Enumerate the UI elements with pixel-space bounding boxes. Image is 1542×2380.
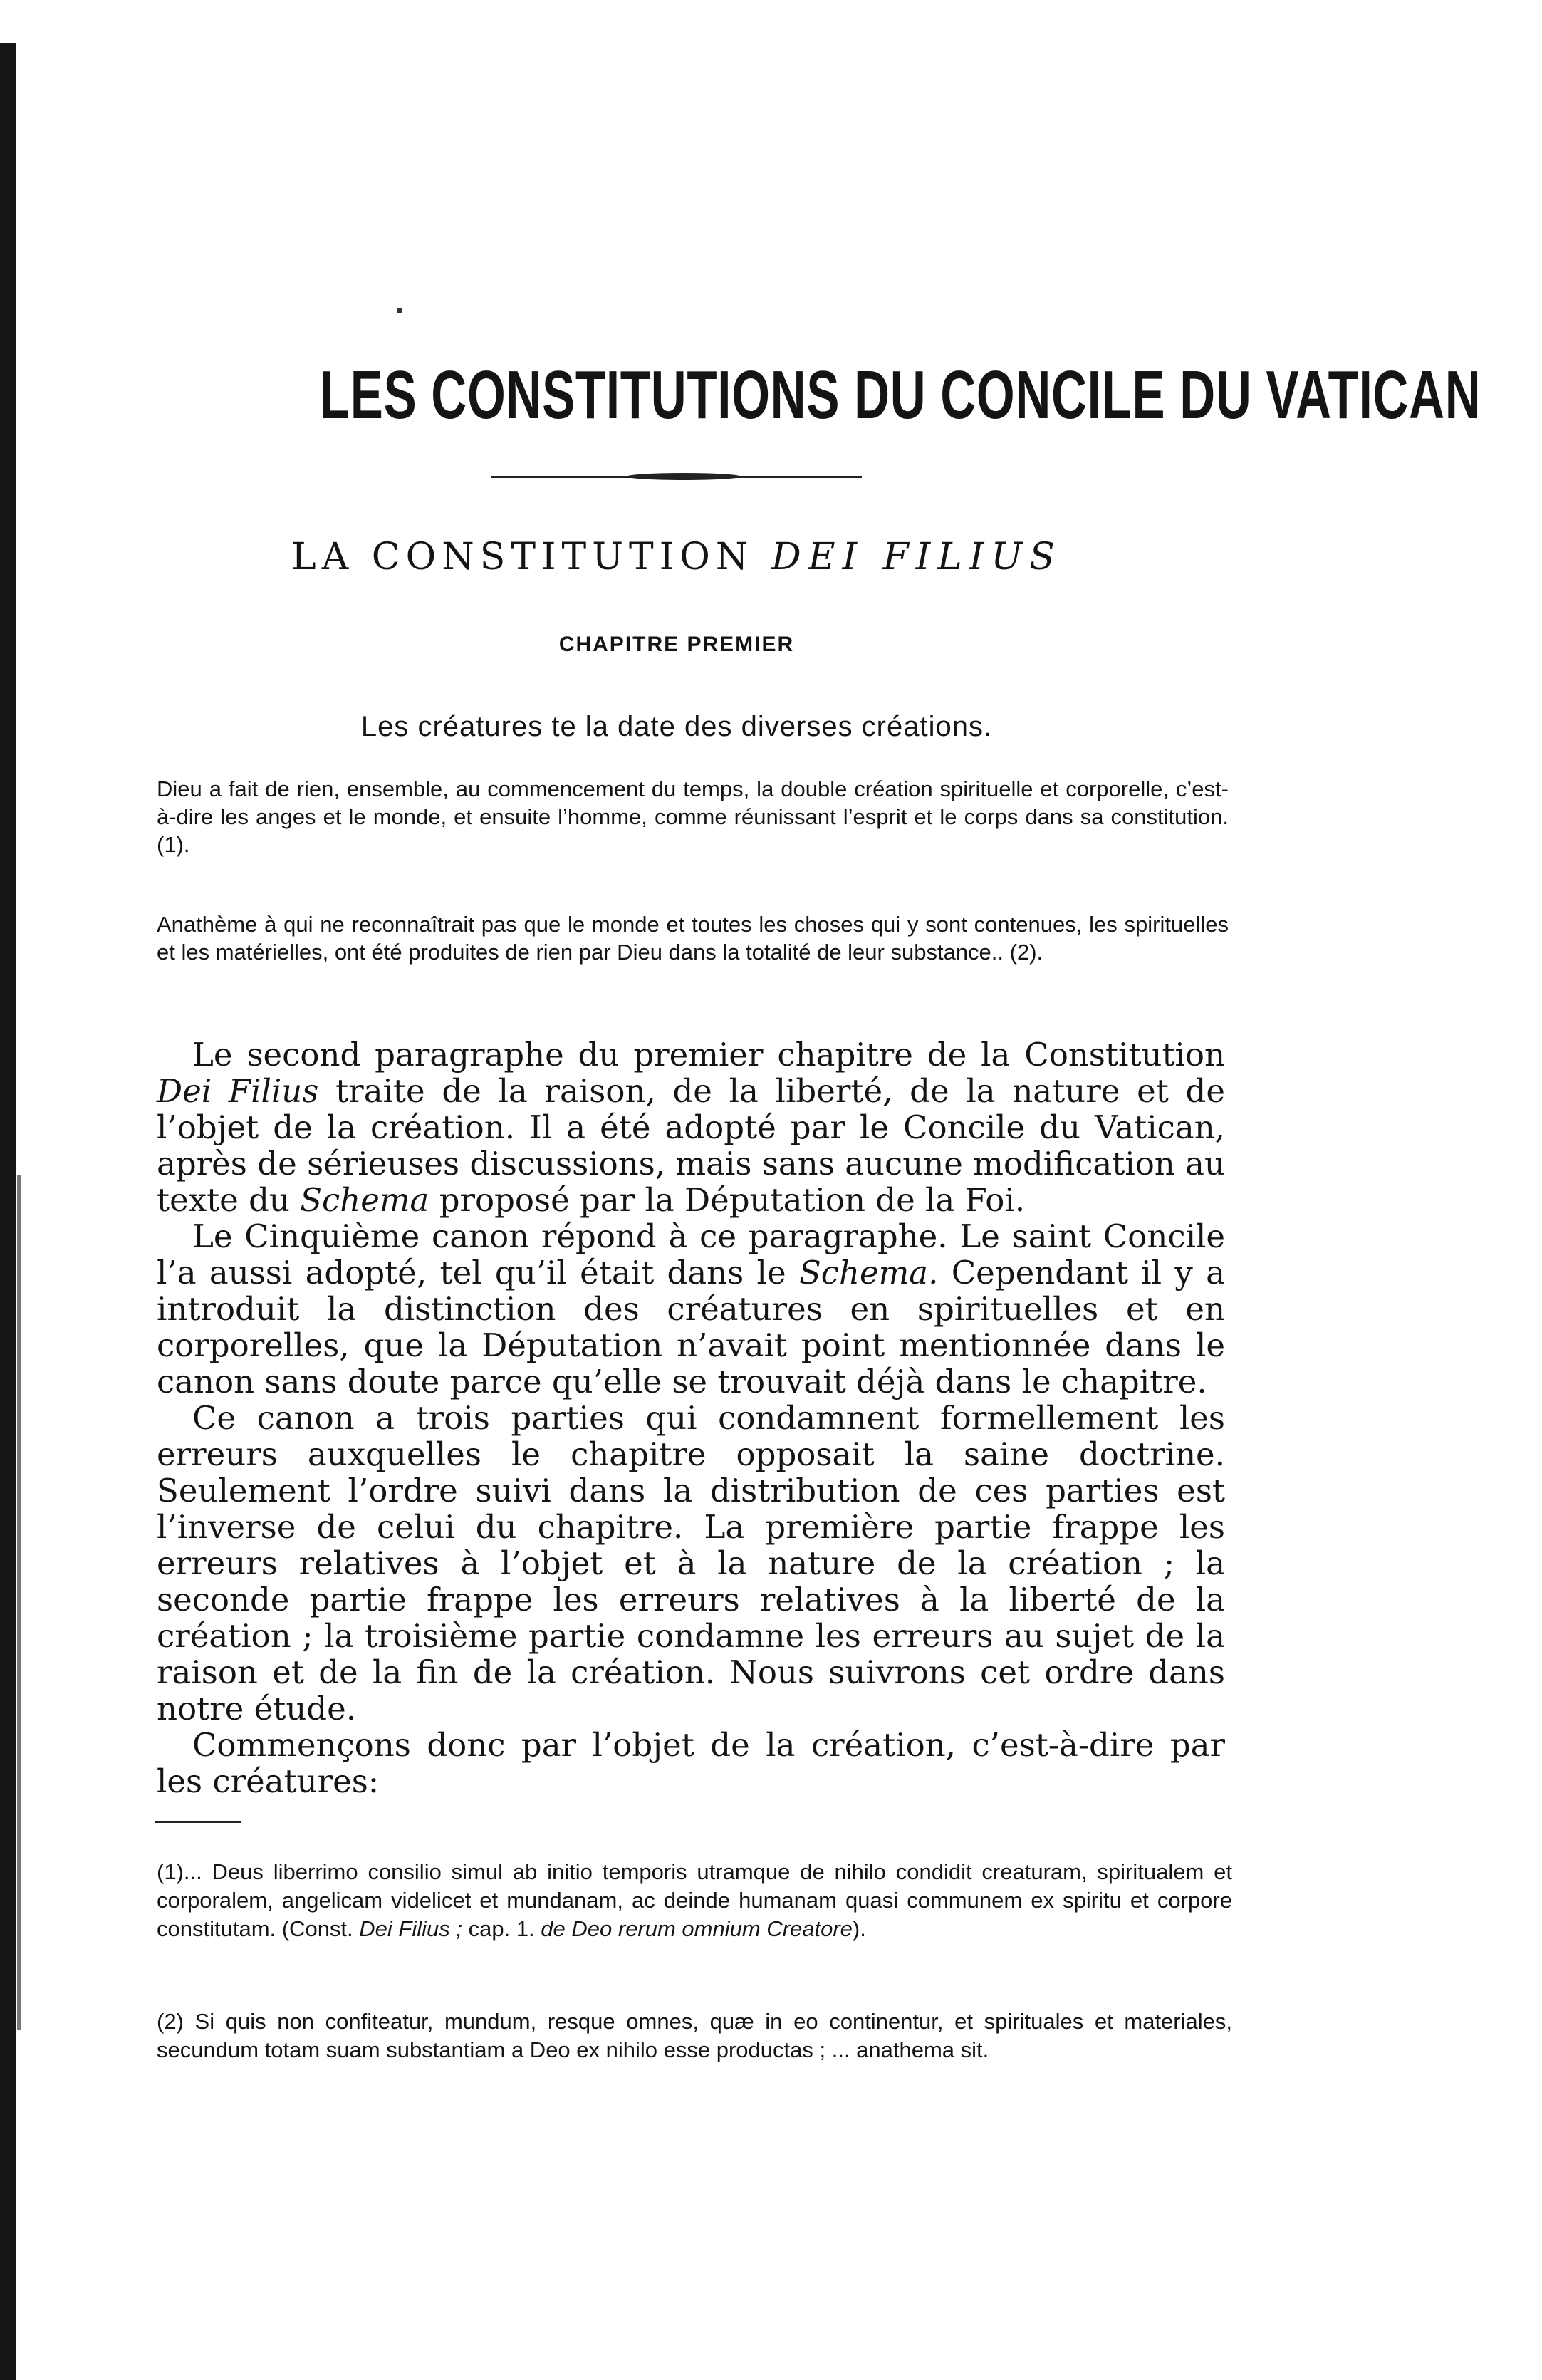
section-title (142, 536, 1211, 578)
text-run-italic: de Deo rerum omnium Creatore (541, 1916, 853, 1941)
speck (397, 308, 402, 313)
text-run: Le Cinquième canon répond à ce paragraphe. Le saint Concile l’a aussi adopté, tel qu’il était dans le (157, 1217, 1225, 1292)
body-paragraph (157, 1036, 1225, 1218)
page-title: LES CONSTITUTIONS DU CONCILE DU VATICAN (319, 357, 1481, 433)
text-run-italic: Schema. (798, 1254, 939, 1292)
chapter-subtitle: Les créatures te la date des diverses créations. (360, 711, 993, 742)
footnote-text: (2) Si quis non confiteatur, mundum, resque omnes, quæ in eo continentur, et spirituales et materiales, secundum totam suam substantiam a Deo ex nihilo esse productas ; ... anathema sit. (157, 2009, 1232, 2062)
footnote-1 (157, 1858, 1232, 1943)
section-title-italic: DEI FILIUS (771, 536, 1062, 578)
body-text (157, 1036, 1225, 1799)
footnote-2 (157, 2007, 1232, 2064)
chapter-heading: CHAPITRE PREMIER (558, 633, 795, 656)
text-run-italic: Dei Filius (157, 1072, 319, 1110)
body-paragraph (157, 1218, 1225, 1400)
body-paragraph: Commençons donc par l’objet de la création, c’est-à-dire par les créatures: (157, 1726, 1225, 1800)
text-run: Le second paragraphe du premier chapitre de la Constitution (192, 1036, 1225, 1074)
text-run: traite de la raison, de la liberté, de la nature et de l’objet de la création. Il a été adopté par le Concile du Vatican, après de sérieuses discussions, mais sans aucune modification au texte du (157, 1072, 1225, 1219)
canon-text-2 (157, 910, 1229, 966)
canon-paragraph: Anathème à qui ne reconnaîtrait pas que le monde et toutes les choses qui y sont contenues, les spirituelles et les matérielles, ont été produites de rien par Dieu dans la totalité de leur substance.. (2). (157, 912, 1229, 965)
text-run: ). (852, 1916, 866, 1941)
footnote-text (157, 1858, 1232, 1943)
text-run-italic: Dei Filius ; (359, 1916, 462, 1941)
text-run: proposé par la Députation de la Foi. (439, 1181, 1026, 1219)
text-run-italic: Schema (300, 1181, 429, 1219)
canon-text-1 (157, 775, 1229, 858)
text-run: cap. 1. (468, 1916, 535, 1941)
text-run: Cependant il y a introduit la distinction des créatures en spirituelles et en corporelles, que la Députation n’avait point mentionnée dans le canon sans doute parce qu’elle se trouvait déjà dans le chapitre. (157, 1254, 1225, 1401)
canon-paragraph: Dieu a fait de rien, ensemble, au commencement du temps, la double création spirituelle et corporelle, c’est-à-dire les anges et le monde, et ensuite l’homme, comme réunissant l’esprit et le corps dans sa constitution.(1). (157, 776, 1229, 857)
section-title-plain: LA CONSTITUTION (291, 536, 754, 578)
text-run: (1)... Deus liberrimo consilio simul ab initio temporis utramque de nihilo condidit creaturam, spiritualem et corporalem, angelicam videlicet et mundanam, ac deinde humanam quasi communem ex spiritu et corpore constitutam. (Const. (157, 1859, 1232, 1941)
footnote-divider (155, 1821, 241, 1823)
title-divider-ornament (627, 473, 741, 480)
body-paragraph: Ce canon a trois parties qui condamnent formellement les erreurs auxquelles le chapitre opposait la saine doctrine. Seulement l’ordre suivi dans la distribution de ces parties est l’inverse de celui du chapitre. La première partie frappe les erreurs relatives à l’objet et à la nature de la création ; la seconde partie frappe les erreurs relatives à la liberté de la création ; la troisième partie condamne les erreurs au sujet de la raison et de la fin de la création. Nous suivrons cet ordre dans notre étude. (157, 1399, 1225, 1727)
